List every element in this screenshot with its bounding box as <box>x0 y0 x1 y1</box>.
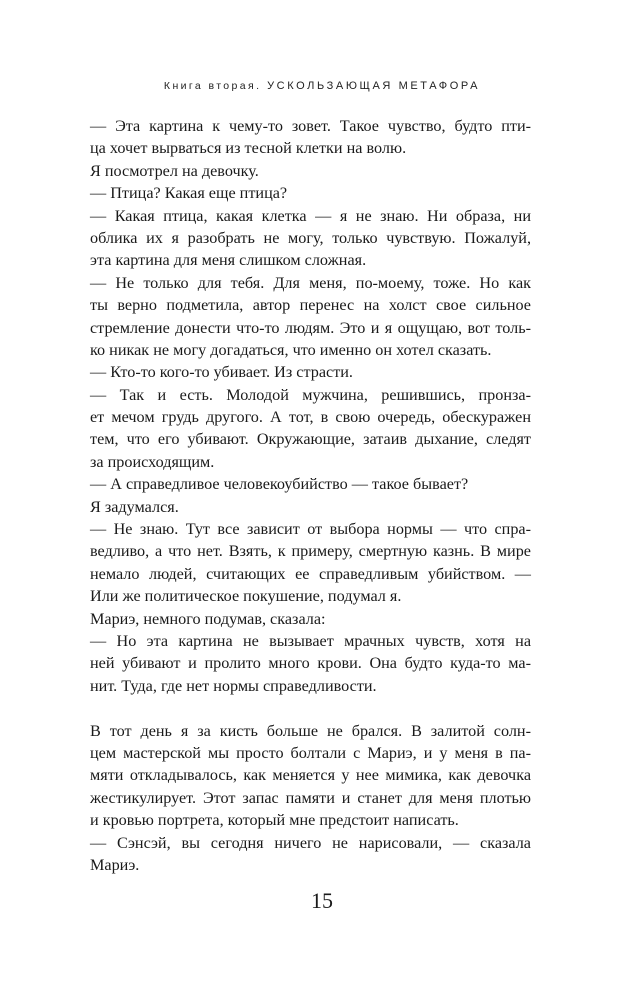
paragraph <box>90 272 531 362</box>
paragraph <box>90 384 531 474</box>
text-line: облика их я разобрать не могу, только чувствую. Пожалуй, <box>90 228 531 247</box>
paragraph <box>90 205 531 272</box>
text-line: Я посмотрел на девочку. <box>90 161 259 180</box>
text-line: немало людей, считающих ее справедливым убийством. — <box>90 564 531 583</box>
text-line: эта картина для меня слишком сложная. <box>90 251 367 270</box>
text-line: цем мастерской мы просто болтали с Мариэ, и у меня в па- <box>90 743 531 762</box>
text-line: — Так и есть. Молодой мужчина, решившись, пронза- <box>90 385 531 404</box>
text-line: ней убивают и пролито много крови. Она будто куда-то ма- <box>90 654 531 673</box>
text-line: ет мечом грудь другого. А тот, в свою очередь, обескуражен <box>90 408 531 427</box>
paragraph <box>90 361 531 383</box>
text-line: мяти откладывалось, как меняется у нее мимика, как девочка <box>90 766 531 785</box>
paragraph <box>90 115 531 160</box>
paragraph <box>90 630 531 697</box>
running-head-book: Книга вторая. <box>163 80 262 92</box>
paragraph <box>90 720 531 832</box>
text-line: — Эта картина к чему-то зовет. Такое чувство, будто пти- <box>90 117 531 135</box>
section-break <box>90 697 531 719</box>
text-line: — А справедливое человекоубийство — такое бывает? <box>90 475 469 494</box>
text-line: — Сэнсэй, вы сегодня ничего не нарисовали, — сказала <box>90 833 531 852</box>
text-line: — Не только для тебя. Для меня, по-моему, тоже. Но как <box>90 273 531 292</box>
text-line: — Кто-то кого-то убивает. Из страсти. <box>90 363 353 382</box>
text-line: Или же политическое покушение, подумал я. <box>90 587 402 606</box>
text-line: Я задумался. <box>90 497 179 516</box>
text-line: тем, что его убивают. Окружающие, затаив дыхание, следят <box>90 430 531 449</box>
body-text <box>90 115 531 876</box>
text-line: — Птица? Какая еще птица? <box>90 184 288 203</box>
paragraph <box>90 608 531 630</box>
text-line: нит. Туда, где нет нормы справедливости. <box>90 676 377 695</box>
paragraph <box>90 473 531 495</box>
paragraph <box>90 832 531 877</box>
text-line: стремление донести что-то людям. Это и я ощущаю, вот толь- <box>90 318 531 337</box>
text-line: Мариэ, немного подумав, сказала: <box>90 609 326 628</box>
text-line: — Какая птица, какая клетка — я не знаю. Ни образа, ни <box>90 206 531 225</box>
text-line: жестикулирует. Этот запас памяти и станет для меня плотью <box>90 788 531 807</box>
text-line: ко никак не могу догадаться, что именно он хотел сказать. <box>90 340 492 359</box>
running-head <box>0 79 644 93</box>
running-head-title: УСКОЛЬЗАЮЩАЯ МЕТАФОРА <box>267 80 481 92</box>
paragraph <box>90 496 531 518</box>
paragraph <box>90 518 531 608</box>
paragraph <box>90 160 531 182</box>
page-number: 15 <box>311 888 333 913</box>
text-line: ты верно подметила, автор перенес на холст свое сильное <box>90 296 531 315</box>
text-line: и кровью портрета, который мне предстоит написать. <box>90 811 459 830</box>
text-line: за происходящим. <box>90 452 215 471</box>
paragraph <box>90 182 531 204</box>
text-line: — Но эта картина не вызывает мрачных чувств, хотя на <box>90 631 531 650</box>
text-line: ведливо, а что нет. Взять, к примеру, смертную казнь. В мире <box>90 542 531 561</box>
text-line: Мариэ. <box>90 855 140 874</box>
text-line: ца хочет вырваться из тесной клетки на волю. <box>90 139 407 158</box>
text-line: В тот день я за кисть больше не брался. В залитой солн- <box>90 721 531 740</box>
text-line: — Не знаю. Тут все зависит от выбора нормы — что спра- <box>90 520 531 539</box>
